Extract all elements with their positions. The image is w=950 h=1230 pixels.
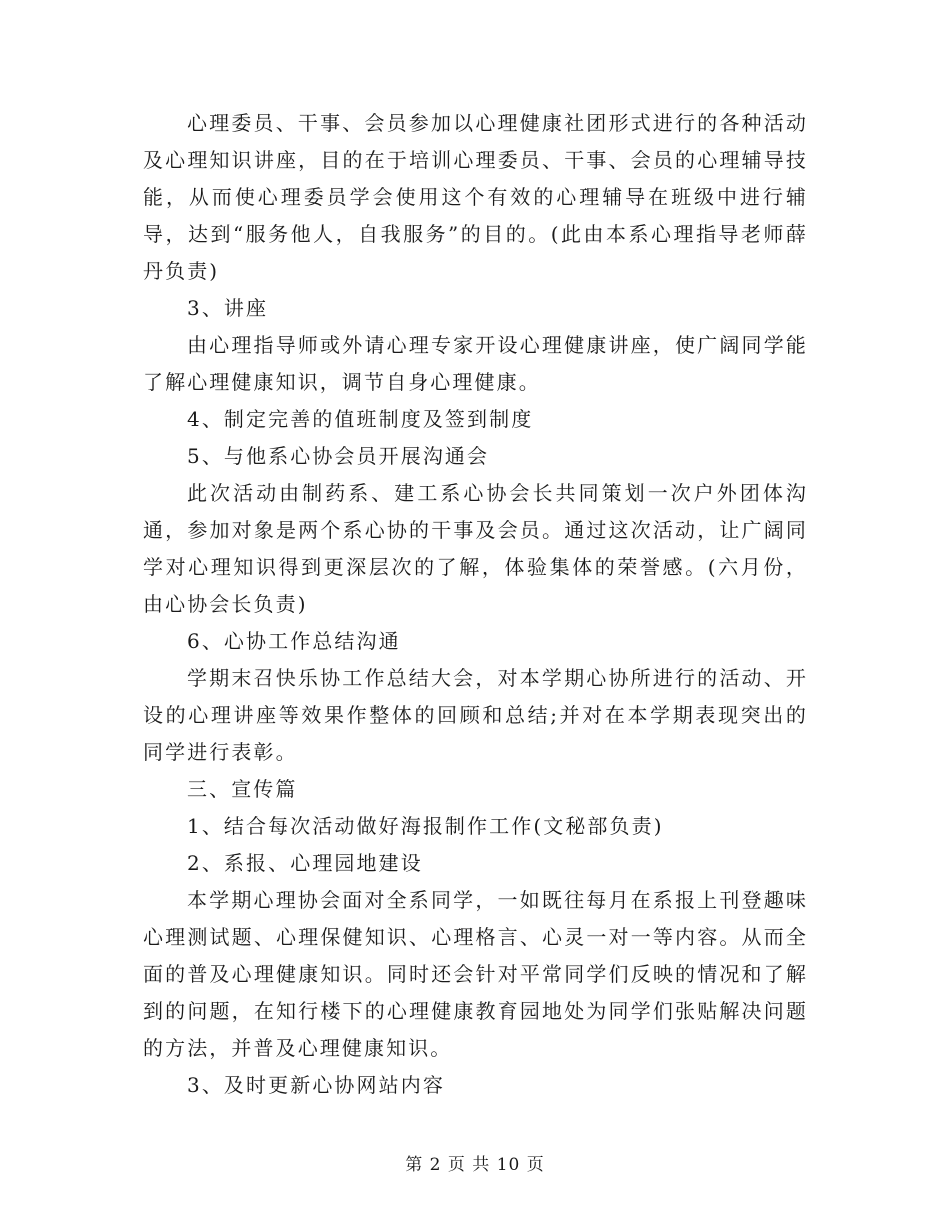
document-body — [143, 105, 808, 1104]
heading-poster-work: 1、结合每次活动做好海报制作工作(文秘部负责) — [187, 814, 664, 838]
heading-publicity-section: 三、宣传篇 — [187, 777, 298, 801]
heading-newsletter: 2、系报、心理园地建设 — [187, 851, 423, 875]
heading-communication-meeting: 5、与他系心协会员开展沟通会 — [187, 444, 490, 468]
heading-lecture: 3、讲座 — [187, 296, 269, 320]
paragraph-work-summary: 学期末召快乐协工作总结大会，对本学期心协所进行的活动、开设的心理讲座等效果作整体的回顾和总结;并对在本学期表现突出的同学进行表彰。 — [143, 666, 808, 764]
page-number-footer: 第 2 页 共 10 页 — [405, 1155, 545, 1175]
paragraph-communication-meeting: 此次活动由制药系、建工系心协会长共同策划一次户外团体沟通，参加对象是两个系心协的干事及会员。通过这次活动，让广阔同学对心理知识得到更深层次的了解，体验集体的荣誉感。(六月份，由心协会长负责) — [143, 481, 808, 616]
heading-work-summary: 6、心协工作总结沟通 — [187, 629, 401, 653]
heading-website-update: 3、及时更新心协网站内容 — [187, 1073, 445, 1097]
paragraph-training: 心理委员、干事、会员参加以心理健康社团形式进行的各种活动及心理知识讲座，目的在于培训心理委员、干事、会员的心理辅导技能，从而使心理委员学会使用这个有效的心理辅导在班级中进行辅导，达到“服务他人，自我服务”的目的。(此由本系心理指导老师薛丹负责) — [143, 111, 808, 283]
paragraph-lecture: 由心理指导师或外请心理专家开设心理健康讲座，使广阔同学能了解心理健康知识，调节自身心理健康。 — [143, 333, 808, 394]
paragraph-newsletter: 本学期心理协会面对全系同学，一如既往每月在系报上刊登趣味心理测试题、心理保健知识、心理格言、心灵一对一等内容。从而全面的普及心理健康知识。同时还会针对平常同学们反映的情况和了解到的问题，在知行楼下的心理健康教育园地处为同学们张贴解决问题的方法，并普及心理健康知识。 — [143, 888, 808, 1060]
heading-duty-system: 4、制定完善的值班制度及签到制度 — [187, 407, 534, 431]
